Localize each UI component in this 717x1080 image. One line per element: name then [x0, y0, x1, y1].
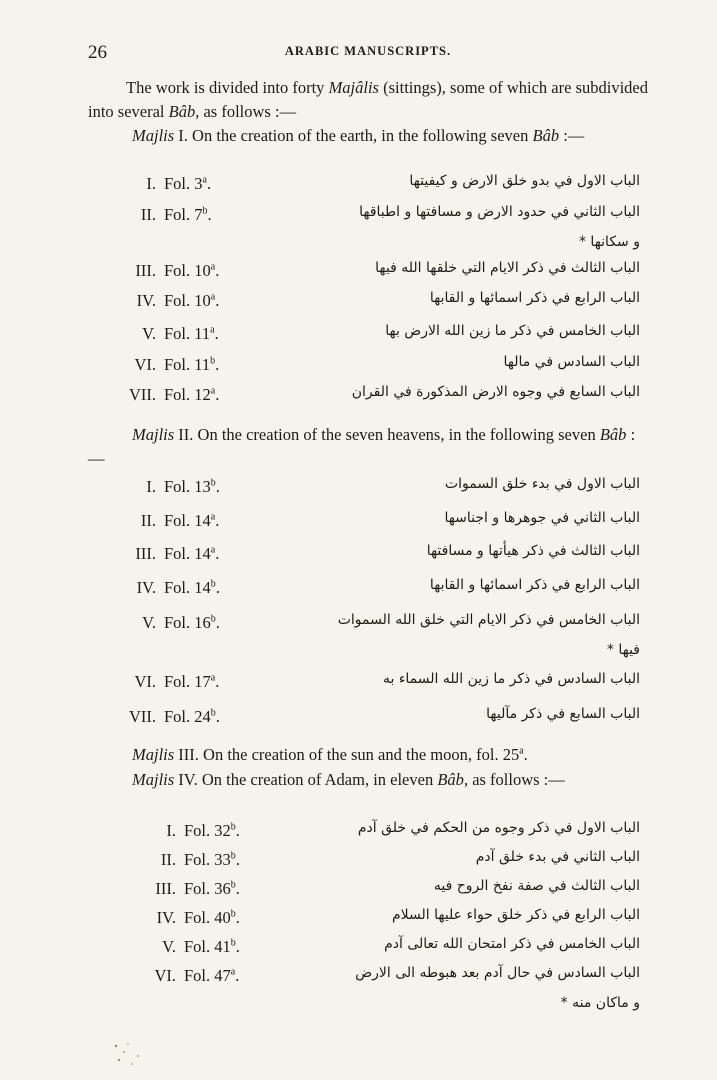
folio-text: Fol. 11: [164, 324, 211, 343]
folio-side: a: [210, 544, 216, 556]
folio-ref: Fol. 16$^b$.: [164, 613, 220, 632]
folio-text: Fol. 17: [164, 672, 211, 691]
arabic-title: الباب الثاني في بدء خلق آدم: [475, 849, 640, 865]
folio-text: Fol. 10: [164, 261, 211, 280]
folio-text: Fol. 14: [164, 511, 211, 530]
folio-text: Fol. 36: [184, 879, 231, 898]
arabic-title: الباب السابع في وجوه الارض المذكورة في القران: [351, 384, 640, 400]
arabic-title: الباب الرابع في ذكر اسمائها و القابها: [429, 577, 640, 593]
page-header: [88, 42, 648, 66]
folio-ref: Fol. 11$^a$.: [164, 324, 219, 343]
folio-ref: Fol. 10$^a$.: [164, 261, 220, 280]
arabic-title-continuation: و سكانها *: [578, 234, 640, 250]
folio-side: a: [210, 511, 216, 523]
majlis-4-entry: [88, 879, 648, 909]
folio-side: a: [210, 324, 215, 336]
folio-side: b: [210, 613, 216, 625]
majlis-label: Majlis: [132, 425, 175, 444]
folio-text: Fol. 24: [164, 707, 211, 726]
folio-text: Fol. 12: [164, 385, 211, 404]
arabic-title: الباب السابع في ذكر مآليها: [486, 706, 640, 722]
majlis-1-heading: [88, 124, 648, 148]
bab-term: Bâb: [532, 126, 560, 145]
entry-number: IV.: [136, 291, 156, 310]
majlis-1-entry: [88, 174, 648, 204]
majlis-label: Majlis: [132, 126, 175, 145]
folio-ref: Fol. 40$^b$.: [184, 908, 240, 927]
arabic-title: الباب السادس في ذكر ما زين الله السماء به: [382, 671, 640, 687]
folio-side: a: [210, 385, 216, 397]
entry-number: VII.: [128, 385, 156, 404]
folio-ref: Fol. 3$^a$.: [164, 174, 212, 193]
folio-side: a: [202, 174, 207, 186]
entry-number: VI.: [134, 355, 156, 374]
majlis-1-entry: [88, 324, 648, 354]
folio-text: Fol. 41: [184, 937, 231, 956]
folio-text: Fol. 14: [164, 578, 211, 597]
arabic-title: الباب الرابع في ذكر خلق حواء عليها السلام: [391, 907, 640, 923]
majlis-3-heading: [88, 743, 648, 767]
folio-text: Fol. 33: [184, 850, 231, 869]
majlis-2-entry: [88, 612, 648, 658]
majlis-1-entry: [88, 385, 648, 415]
arabic-title-continuation: و ماكان منه *: [560, 995, 640, 1011]
entry-number: I.: [166, 821, 176, 840]
folio-ref: Fol. 41$^b$.: [184, 937, 240, 956]
majalis-term: Majâlis: [328, 78, 379, 97]
entry-number: IV.: [156, 908, 176, 927]
folio-side: b: [210, 477, 216, 489]
page-number: 26: [88, 42, 107, 63]
folio-ref: Fol. 13$^b$.: [164, 477, 220, 496]
arabic-title-continuation: فيها *: [606, 642, 640, 658]
folio-side: a: [210, 672, 216, 684]
arabic-title: الباب الثالث في صفة نفخ الروح فيه: [433, 878, 640, 894]
folio-side: b: [230, 908, 236, 920]
arabic-title: الباب الاول في بدو خلق الارض و كيفيتها: [409, 173, 640, 189]
folio-side: b: [210, 355, 216, 367]
entry-number: I.: [146, 174, 156, 193]
majlis-1-entry: [88, 204, 648, 250]
arabic-title: الباب الخامس في ذكر الايام التي خلق الله السموات: [337, 612, 640, 628]
folio-side: a: [210, 261, 216, 273]
majlis-4-heading: [88, 768, 648, 792]
majlis-4-entry: [88, 965, 648, 1011]
folio-text: Fol. 3: [164, 174, 203, 193]
folio-text: Fol. 47: [184, 966, 231, 985]
folio-ref: Fol. 12$^a$.: [164, 385, 220, 404]
folio-text: Fol. 14: [164, 544, 211, 563]
folio-text: Fol. 32: [184, 821, 231, 840]
majlis-2-entry: [88, 578, 648, 608]
entry-number: VI.: [134, 672, 156, 691]
folio-side: a: [210, 291, 216, 303]
majlis-1-entry: [88, 355, 648, 385]
folio-text: Fol. 11: [164, 355, 211, 374]
entry-number: VII.: [128, 707, 156, 726]
folio-ref: Fol. 32$^b$.: [184, 821, 240, 840]
entry-number: I.: [146, 477, 156, 496]
entry-number: VI.: [154, 966, 176, 985]
bab-term: Bâb: [168, 102, 196, 121]
majlis-text: I. On the creation of the earth, in the following seven: [174, 126, 533, 145]
folio-side: b: [230, 879, 236, 891]
entry-number: V.: [142, 324, 156, 343]
entry-number: III.: [135, 261, 156, 280]
folio-text: Fol. 10: [164, 291, 211, 310]
majlis-2-entry: [88, 477, 648, 507]
majlis-1-entry: [88, 261, 648, 291]
majlis-tail: .: [523, 745, 528, 764]
majlis-text: IV. On the creation of Adam, in eleven: [174, 770, 438, 789]
majlis-tail: :—: [559, 126, 585, 145]
arabic-title: الباب الثاني في حدود الارض و مسافتها و اطباقها: [359, 204, 640, 220]
folio-ref: Fol. 17$^a$.: [164, 672, 220, 691]
paper-speckle: [110, 1040, 150, 1070]
folio-ref: Fol. 7$^b$.: [164, 205, 212, 224]
folio-text: Fol. 13: [164, 477, 211, 496]
intro-paragraph: [88, 76, 648, 124]
folio-side: a: [519, 745, 524, 757]
folio-side: b: [230, 937, 236, 949]
folio-text: Fol. 7: [164, 205, 203, 224]
arabic-title: الباب السادس في مالها: [503, 354, 640, 370]
majlis-2-entry: [88, 511, 648, 541]
majlis-4-entry: [88, 821, 648, 851]
folio-side: b: [202, 205, 208, 217]
majlis-4-entry: [88, 937, 648, 967]
majlis-label: Majlis: [132, 745, 175, 764]
arabic-title: الباب الخامس في ذكر امتحان الله تعالى آدم: [384, 936, 640, 952]
intro-text: , as follows :—: [195, 102, 297, 121]
intro-text: The work is divided into forty: [126, 78, 329, 97]
majlis-2-heading: [88, 423, 648, 471]
arabic-title: الباب الرابع في ذكر اسمائها و القابها: [429, 290, 640, 306]
arabic-title: الباب الاول في ذكر وجوه من الحكم في خلق آدم: [357, 820, 640, 836]
folio-side: b: [230, 821, 236, 833]
majlis-2-entry: [88, 707, 648, 737]
folio-ref: Fol. 10$^a$.: [164, 291, 220, 310]
folio-ref: Fol. 14$^a$.: [164, 544, 220, 563]
arabic-title: الباب الثالث في ذكر الايام التي خلقها الله فيها: [375, 260, 640, 276]
bab-term: Bâb: [437, 770, 464, 789]
arabic-title: الباب الخامس في ذكر ما زين الله الارض بها: [385, 323, 640, 339]
folio-ref: Fol. 14$^b$.: [164, 578, 220, 597]
folio-ref: Fol. 36$^b$.: [184, 879, 240, 898]
folio-ref: Fol. 33$^b$.: [184, 850, 240, 869]
majlis-4-entry: [88, 908, 648, 938]
majlis-text: III. On the creation of the sun and the moon, fol. 25: [174, 745, 520, 764]
majlis-text: II. On the creation of the seven heavens, in the following seven: [174, 425, 600, 444]
arabic-title: الباب الثالث في ذكر هيأتها و مسافتها: [426, 543, 640, 559]
intro-text: (sittings), some of which are subdivided into several: [88, 78, 648, 121]
entry-number: V.: [142, 613, 156, 632]
arabic-title: الباب الاول في بدء خلق السموات: [444, 476, 640, 492]
folio-text: Fol. 16: [164, 613, 211, 632]
entry-number: IV.: [136, 578, 156, 597]
folio-ref: Fol. 47$^a$.: [184, 966, 240, 985]
folio-side: b: [210, 707, 216, 719]
entry-number: V.: [162, 937, 176, 956]
folio-ref: Fol. 11$^b$.: [164, 355, 220, 374]
running-head: ARABIC MANUSCRIPTS.: [284, 44, 452, 58]
majlis-1-entry: [88, 291, 648, 321]
folio-ref: Fol. 24$^b$.: [164, 707, 220, 726]
entry-number: III.: [135, 544, 156, 563]
folio-ref: Fol. 14$^a$.: [164, 511, 220, 530]
majlis-label: Majlis: [132, 770, 175, 789]
folio-side: b: [210, 578, 216, 590]
majlis-4-entry: [88, 850, 648, 880]
arabic-title: الباب السادس في حال آدم بعد هبوطه الى الارض: [355, 965, 640, 981]
entry-number: II.: [140, 205, 156, 224]
folio-side: a: [230, 966, 236, 978]
folio-text: Fol. 40: [184, 908, 231, 927]
folio-side: b: [230, 850, 236, 862]
majlis-2-entry: [88, 672, 648, 702]
majlis-tail: , as follows :—: [463, 770, 565, 789]
arabic-title: الباب الثاني في جوهرها و اجناسها: [444, 510, 640, 526]
entry-number: III.: [155, 879, 176, 898]
majlis-2-entry: [88, 544, 648, 574]
entry-number: II.: [160, 850, 176, 869]
entry-number: II.: [140, 511, 156, 530]
majlis-tail: :—: [88, 425, 636, 468]
bab-term: Bâb: [599, 425, 627, 444]
